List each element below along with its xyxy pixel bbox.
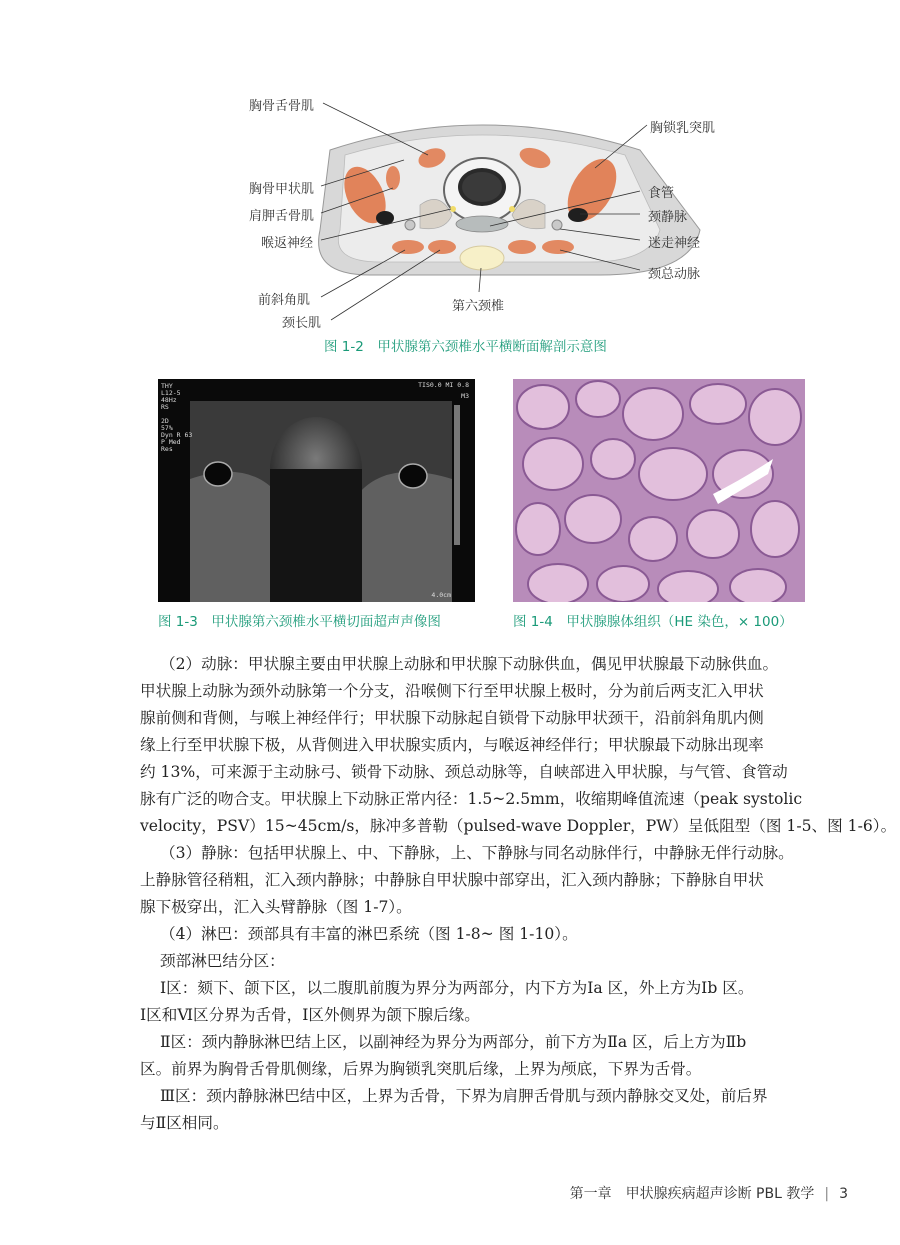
ultrasound-overlay-left: THY L12-5 48Hz RS 2D 57% Dyn R 63 P Med Res (161, 382, 193, 453)
anatomy-diagram (0, 0, 900, 340)
figure-1-2-caption: 图 1-2 甲状腺第六颈椎水平横断面解剖示意图 (324, 339, 607, 355)
figure-1-4-histology (513, 379, 805, 602)
label-recurrent-laryngeal-nerve: 喉返神经 (261, 236, 314, 251)
paragraph-arteries-line-3: 腺前侧和背侧，与喉上神经伴行；甲状腺下动脉起自锁骨下动脉甲状颈干，沿前斜角肌内侧 (140, 709, 764, 727)
label-scalenus-anterior: 前斜角肌 (258, 293, 311, 308)
label-esophagus: 食管 (648, 186, 675, 201)
paragraph-zone-3-line-1: Ⅲ区：颈内静脉淋巴结中区，上界为舌骨，下界为肩胛舌骨肌与颈内静脉交叉处，前后界 (160, 1087, 768, 1105)
paragraph-arteries-line-6: 脉有广泛的吻合支。甲状腺上下动脉正常内径：1.5~2.5mm，收缩期峰值流速（peak systolic (140, 790, 803, 808)
paragraph-veins-line-2: 上静脉管径稍粗，汇入颈内静脉；中静脉自甲状腺中部穿出，汇入颈内静脉；下静脉自甲状 (140, 871, 764, 889)
paragraph-zone-2-line-2: 区。前界为胸骨舌骨肌侧缘，后界为胸锁乳突肌后缘，上界为颅底，下界为舌骨。 (140, 1060, 702, 1078)
paragraph-arteries-line-4: 缘上行至甲状腺下极，从背侧进入甲状腺实质内，与喉返神经伴行；甲状腺最下动脉出现率 (140, 736, 764, 754)
figure-1-4-caption: 图 1-4 甲状腺腺体组织（HE 染色，× 100） (513, 614, 793, 630)
paragraph-veins-line-1: （3）静脉：包括甲状腺上、中、下静脉，上、下静脉与同名动脉伴行，中静脉无伴行动脉。 (160, 844, 794, 862)
ultrasound-depth: 4.0cm (431, 591, 451, 599)
paragraph-arteries-line-7: velocity，PSV）15~45cm/s，脉冲多普勒（pulsed-wave Doppler，PW）呈低阻型（图 1-5、图 1-6）。 (140, 817, 897, 835)
paragraph-veins-line-3: 腺下极穿出，汇入头臂静脉（图 1-7）。 (140, 898, 412, 916)
paragraph-lymph: （4）淋巴：颈部具有丰富的淋巴系统（图 1-8~ 图 1-10）。 (160, 925, 578, 943)
footer-separator: | (824, 1186, 830, 1202)
paragraph-zone-1-line-1: Ⅰ区：颏下、颌下区，以二腹肌前腹为界分为两部分，内下方为Ⅰa 区，外上方为Ⅰb 区。 (160, 979, 754, 997)
paragraph-zone-3-line-2: 与Ⅱ区相同。 (140, 1114, 229, 1132)
paragraph-arteries-line-5: 约 13%，可来源于主动脉弓、锁骨下动脉、颈总动脉等，自峡部进入甲状腺，与气管、食管动 (140, 763, 788, 781)
paragraph-arteries-line-2: 甲状腺上动脉为颈外动脉第一个分支，沿喉侧下行至甲状腺上极时，分为前后两支汇入甲状 (140, 682, 764, 700)
ultrasound-image (158, 379, 475, 602)
figure-1-3-ultrasound (158, 379, 475, 602)
ultrasound-marker: M3 (461, 392, 469, 400)
label-common-carotid: 颈总动脉 (648, 267, 701, 282)
label-omohyoid: 肩胛舌骨肌 (249, 209, 315, 224)
paragraph-arteries-line-1: （2）动脉：甲状腺主要由甲状腺上动脉和甲状腺下动脉供血，偶见甲状腺最下动脉供血。 (160, 655, 779, 673)
label-jugular-vein: 颈静脉 (648, 210, 688, 225)
label-sternothyroid: 胸骨甲状肌 (249, 182, 315, 197)
label-c6-vertebra: 第六颈椎 (452, 299, 505, 314)
page-number: 3 (839, 1186, 848, 1202)
label-longus-colli: 颈长肌 (282, 316, 322, 331)
paragraph-zone-2-line-1: Ⅱ区：颈内静脉淋巴结上区，以副神经为界分为两部分，前下方为Ⅱa 区，后上方为Ⅱb (160, 1033, 747, 1051)
label-sternocleidomastoid: 胸锁乳突肌 (650, 121, 716, 136)
label-sternohyoid: 胸骨舌骨肌 (249, 99, 315, 114)
histology-image (513, 379, 805, 602)
page-footer (570, 1183, 848, 1203)
footer-chapter-title: 第一章 甲状腺疾病超声诊断 PBL 教学 (569, 1186, 815, 1202)
label-vagus-nerve: 迷走神经 (648, 236, 701, 251)
paragraph-zone-1-line-2: Ⅰ区和Ⅵ区分界为舌骨，Ⅰ区外侧界为颌下腺后缘。 (140, 1006, 480, 1024)
figure-1-3-caption: 图 1-3 甲状腺第六颈椎水平横切面超声声像图 (158, 614, 441, 630)
paragraph-lymph-zones-heading: 颈部淋巴结分区： (160, 952, 285, 970)
ultrasound-overlay-top-right: TIS0.0 MI 0.8 (418, 381, 469, 389)
